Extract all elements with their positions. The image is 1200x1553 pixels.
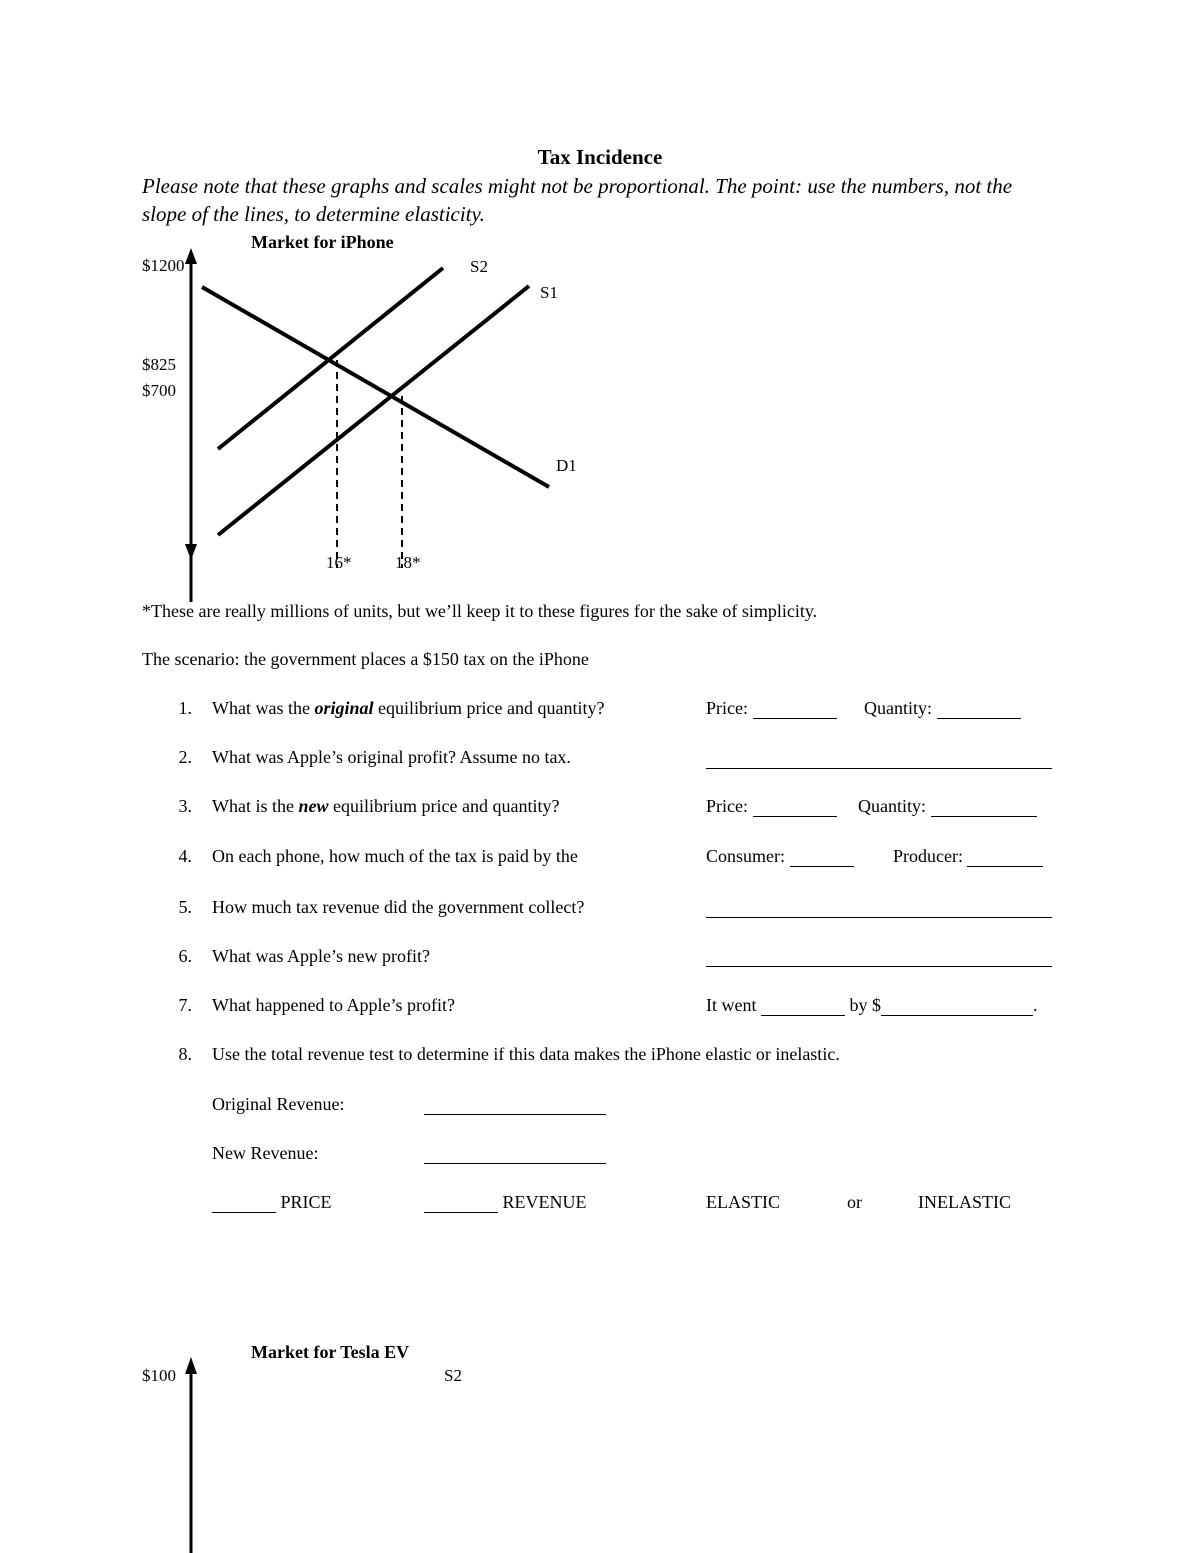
q8-number: 8. [178,1044,192,1064]
tesla-y-label-100: $100 [142,1366,176,1385]
original-revenue-label: Original Revenue: [212,1094,345,1114]
q7-text: What happened to Apple’s profit? [212,995,455,1015]
iphone-chart-title: Market for iPhone [251,232,394,252]
q1-number: 1. [178,698,192,718]
footnote: *These are really millions of units, but we’ll keep it to these figures for the sake of simplicity. [142,601,818,621]
q3-answer: Price: [706,796,837,817]
q4-text: On each phone, how much of the tax is paid by the [212,846,578,866]
q6-text: What was Apple’s new profit? [212,946,430,966]
tesla-chart-title: Market for Tesla EV [251,1342,410,1362]
q5-number: 5. [178,897,192,917]
new-revenue-label: New Revenue: [212,1143,319,1163]
q3-text: What is the new equilibrium price and quantity? [212,796,560,816]
page-title: Tax Incidence [537,145,663,169]
instructions-note: Please note that these graphs and scales might not be proportional. The point: use the numbers, not the slope of the lines, to determine elasticity. [142,174,1013,226]
q1-answer: Price: [706,698,837,719]
or-label: or [847,1192,862,1212]
q4-number: 4. [178,846,192,866]
price-direction: PRICE [212,1192,332,1213]
q3-quantity: Quantity: [858,796,1037,817]
tesla-y-axis-up-arrow-icon [185,1357,197,1374]
y-label-825: $825 [142,355,176,374]
q1-quantity: Quantity: [864,698,1021,719]
q4-producer: Producer: [893,846,1043,867]
elastic-option[interactable]: ELASTIC [706,1192,780,1212]
q7-number: 7. [178,995,192,1015]
s2-label: S2 [470,257,488,276]
scenario: The scenario: the government places a $150 tax on the iPhone [142,649,589,669]
x-label-16: 16* [326,553,352,572]
d1-label: D1 [556,456,577,475]
revenue-direction: REVENUE [424,1192,587,1213]
q3-number: 3. [178,796,192,816]
q6-number: 6. [178,946,192,966]
inelastic-option[interactable]: INELASTIC [918,1192,1011,1212]
q7-answer: It went by $ . [706,995,1038,1015]
q5-text: How much tax revenue did the government collect? [212,897,585,917]
q1-text: What was the original equilibrium price and quantity? [212,698,605,718]
q2-text: What was Apple’s original profit? Assume no tax. [212,747,571,767]
q2-number: 2. [178,747,192,767]
y-label-1200: $1200 [142,256,185,275]
x-label-18: 18* [395,553,421,572]
q8-text: Use the total revenue test to determine if this data makes the iPhone elastic or inelastic. [212,1044,840,1064]
q4-consumer: Consumer: [706,846,854,867]
tesla-s2-label: S2 [444,1366,462,1385]
y-label-700: $700 [142,381,176,400]
s1-label: S1 [540,283,558,302]
